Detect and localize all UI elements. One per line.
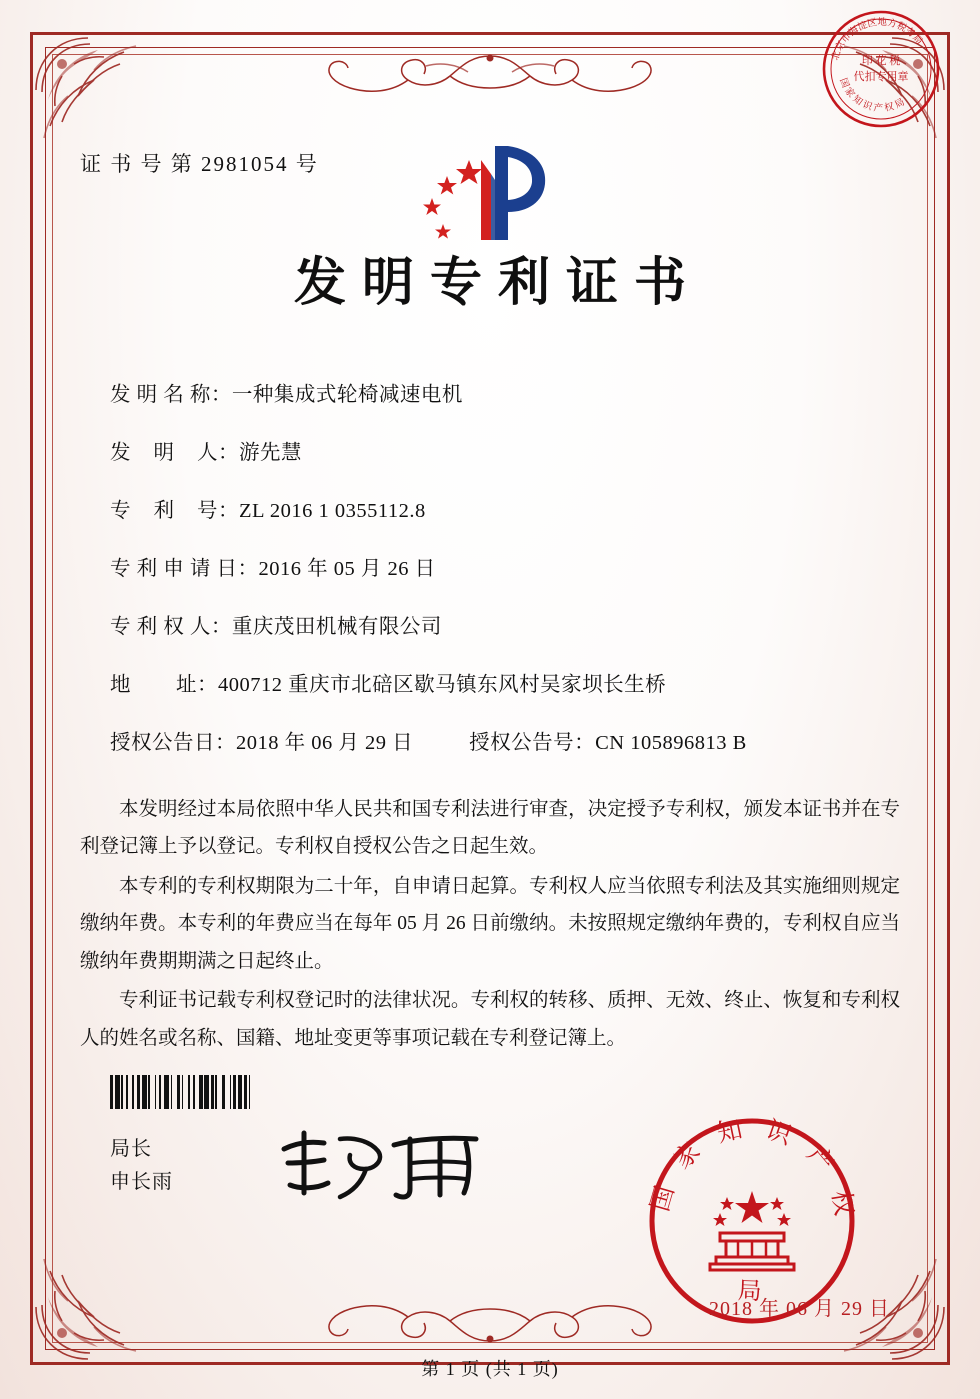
svg-text:国 家 知 识 产 权: 国 家 知 识 产 权	[646, 1114, 859, 1225]
field-label: 地 址：	[110, 674, 218, 696]
field-label: 专 利 号：	[110, 500, 239, 522]
field-row-announcement	[110, 725, 900, 755]
announcement-date-value: 2018 年 06 月 29 日	[236, 732, 414, 754]
field-value: 一种集成式轮椅减速电机	[231, 384, 463, 406]
field-row-patentee	[110, 609, 900, 639]
field-label: 发 明 人：	[110, 442, 239, 464]
certificate-number: 证 书 号 第 2981054 号	[80, 152, 319, 176]
page-title: 发明专利证书	[293, 255, 702, 312]
field-row-patent-number	[110, 493, 900, 523]
signature-handwriting-icon	[270, 1119, 500, 1209]
field-row-inventor	[110, 435, 900, 465]
body-paragraph: 专利证书记载专利权登记时的法律状况。专利权的转移、质押、无效、终止、恢复和专利权人的姓名或名称、国籍、地址变更等事项记载在专利登记簿上。	[80, 990, 900, 1049]
svg-text:印 花 税: 印 花 税	[861, 55, 901, 67]
field-value: 重庆茂田机械有限公司	[231, 616, 442, 638]
svg-text:代扣专用章: 代扣专用章	[853, 71, 909, 83]
field-value: 400712 重庆市北碚区歇马镇东风村吴家坝长生桥	[218, 674, 667, 696]
field-value: ZL 2016 1 0355112.8	[239, 500, 426, 522]
fields-list	[80, 377, 900, 755]
announcement-number-value: CN 105896813 B	[595, 732, 747, 754]
field-row-invention-name	[110, 377, 900, 407]
director-name-label: 申长雨	[110, 1171, 173, 1193]
svg-text:局: 局	[737, 1278, 763, 1306]
svg-text:国 家 知 识 产 权 局: 国 家 知 识 产 权 局	[837, 77, 907, 115]
top-flourish-ornament-icon	[300, 48, 680, 104]
field-label: 专 利 权 人：	[110, 616, 232, 638]
stamp-duty-seal-icon	[820, 8, 942, 130]
field-value: 游先慧	[239, 442, 302, 464]
legal-body-text	[80, 791, 900, 1057]
barcode-bar	[250, 1075, 255, 1109]
body-paragraph: 本发明经过本局依照中华人民共和国专利法进行审查，决定授予专利权，颁发本证书并在专利登记簿上予以登记。专利权自授权公告之日起生效。	[80, 799, 900, 858]
field-value: 2016 年 05 月 26 日	[258, 558, 436, 580]
field-label: 专 利 申 请 日：	[110, 558, 259, 580]
svg-text:北京市海淀区地方税务局: 北京市海淀区地方税务局	[830, 17, 924, 62]
field-row-application-date	[110, 551, 900, 581]
field-row-address	[110, 667, 900, 697]
announcement-number-label: 授权公告号：	[469, 732, 596, 754]
barcode	[110, 1075, 378, 1109]
seal-date-text: 2018 年 06 月 29 日	[709, 1298, 890, 1320]
signature-block	[110, 1133, 173, 1199]
cnipa-logo-icon	[395, 140, 585, 265]
field-label: 发 明 名 称：	[110, 384, 232, 406]
body-paragraph: 本专利的专利权期限为二十年，自申请日起算。专利权人应当依照专利法及其实施细则规定缴纳年费。本专利的年费应当在每年 05 月 26 日前缴纳。未按照规定缴纳年费的，专利权自应当缴纳年费期期满之日起终止。	[80, 875, 900, 972]
announcement-date-label: 授权公告日：	[110, 732, 236, 754]
director-title-label: 局长	[110, 1138, 152, 1160]
page-indicator: 第 1 页 (共 1 页)	[421, 1359, 559, 1379]
